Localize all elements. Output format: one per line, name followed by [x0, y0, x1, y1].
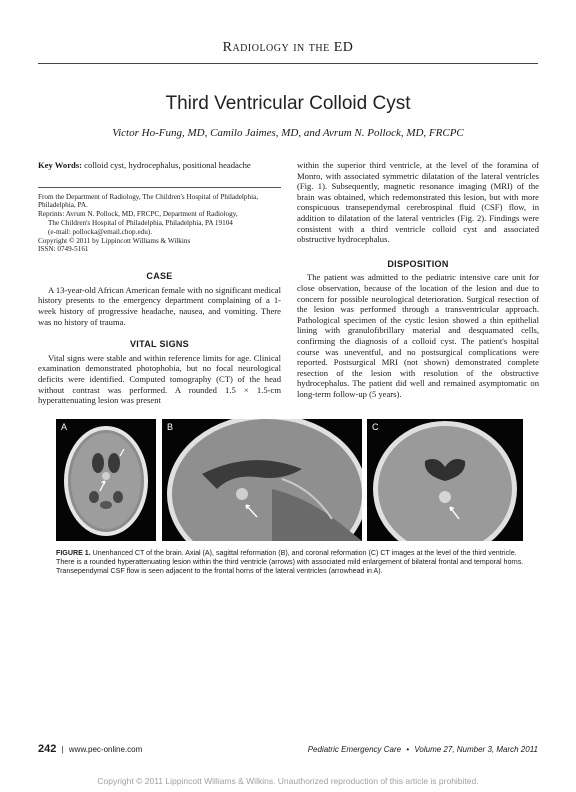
disposition-paragraph: The patient was admitted to the pediatric intensive care unit for close observation, because of the location of the lesion and due to concern for possible neurological deterioration. Surgical resection of the lesion was performed through a transventricular approach. Pathological specimen of the cystic lesion showed a thin epithelial lining with granulofibrillary material and desquamated cells, confirming the diagnosis of a colloid cyst. The patient's hospital course was uneventful, and no postsurgical complications were reported. Postsurgical MRI (not shown) demonstrated complete resection of the lesion with resolution of the obstructive hydrocephalus. The patient did well and remained asymptomatic on long-term follow-up (5 years).	[297, 272, 539, 399]
vitals-paragraph: Vital signs were stable and within reference limits for age. Clinical examination demonstrated photophobia, but no focal neurological deficits were identified. Computed tomography (CT) of the head without contrast was performed. A rounded 1.5 × 1.5-cm hyperattenuating lesion was present	[38, 352, 281, 406]
coronal-ct-image	[367, 419, 523, 541]
journal-citation	[308, 745, 538, 754]
findings-paragraph: within the superior third ventricle, at the level of the foramina of Monro, with associated symmetric dilatation of the lateral ventricles (Fig. 1). Subsequently, magnetic resonance imaging (MRI) of the brain was obtained, which redemonstrated this lesion, but with more conspicuous transependymal cerebrospinal fluid (CSF) flow, in addition to dilatation of the lateral ventricles (Fig. 2). Findings were consistent with a third ventricle colloid cyst and associated obstructive hydrocephalus.	[297, 160, 539, 245]
sagittal-ct-image	[162, 419, 362, 541]
affiliation-rule	[38, 187, 281, 188]
section-title-smallcaps: adiology in the	[232, 40, 330, 55]
caption-text: Unenhanced CT of the brain. Axial (A), sagittal reformation (B), and coronal reformation (C) CT images at the level of the third ventricle. There is a rounded hyperattenuating lesion within the third ventricle (arrows) with associated mild enlargement of bilateral frontal and temporal horns. Transependymal CSF flow is seen adjacent to the frontal horns of the lateral ventricles (arrowhead in A).	[56, 549, 524, 575]
journal-issue: Volume 27, Number 3, March 2011	[414, 745, 538, 754]
article-authors: Victor Ho-Fung, MD, Camilo Jaimes, MD, and Avrum N. Pollock, MD, FRCPC	[112, 127, 464, 139]
caption-label: FIGURE 1.	[56, 549, 91, 557]
case-paragraph: A 13-year-old African American female with no significant medical history presents to the emergency department complaining of a 1-week history of progressive headache, nausea, and vomiting. There was no history of trauma.	[38, 284, 281, 327]
case-heading: CASE	[146, 271, 173, 282]
footer-separator: |	[61, 745, 64, 754]
affiliation-block	[38, 193, 281, 255]
issn-line: ISSN: 0749-5161	[38, 245, 89, 254]
figure-panel-a	[56, 419, 156, 541]
section-title-initial: R	[222, 40, 233, 55]
vitals-heading: VITAL SIGNS	[130, 339, 189, 350]
section-header	[0, 40, 576, 56]
reprints-line: Reprints: Avrum N. Pollock, MD, FRCPC, Department of Radiology,	[38, 210, 238, 219]
figure-caption	[56, 549, 524, 576]
affiliation-line: From the Department of Radiology, The Children's Hospital of Philadelphia, Philadelphia, PA.	[38, 192, 259, 210]
right-column	[297, 160, 539, 399]
page-number: 242	[38, 743, 57, 755]
citation-bullet: •	[406, 745, 410, 754]
journal-name: Pediatric Emergency Care	[307, 745, 402, 754]
keywords-label: Key Words:	[38, 160, 83, 170]
article-title: Third Ventricular Colloid Cyst	[165, 93, 411, 114]
left-column	[38, 160, 281, 406]
figure-panel-b	[162, 419, 362, 541]
copyright-notice: Copyright © 2011 Lippincott Williams & Wilkins. Unauthorized reproduction of this article is prohibited.	[97, 776, 479, 786]
header-rule	[38, 63, 538, 64]
keywords	[38, 160, 281, 171]
section-title-end: ED	[333, 40, 354, 55]
copyright-line: Copyright © 2011 by Lippincott Williams & Wilkins	[38, 236, 191, 245]
figure-panel-c	[367, 419, 523, 541]
reprints-address: The Children's Hospital of Philadelphia, Philadelphia, PA 19104	[48, 218, 233, 227]
axial-ct-image	[56, 419, 156, 541]
keywords-text: colloid cyst, hydrocephalus, positional headache	[84, 160, 251, 170]
figure-label-a: A	[61, 422, 68, 432]
figure-label-b: B	[167, 422, 174, 432]
disposition-heading: DISPOSITION	[387, 258, 449, 269]
figure-label-c: C	[372, 422, 379, 432]
website-link[interactable]: www.pec-online.com	[68, 745, 143, 754]
page-footer	[38, 743, 538, 755]
reprints-email: (e-mail: pollocka@email.chop.edu).	[48, 227, 153, 236]
